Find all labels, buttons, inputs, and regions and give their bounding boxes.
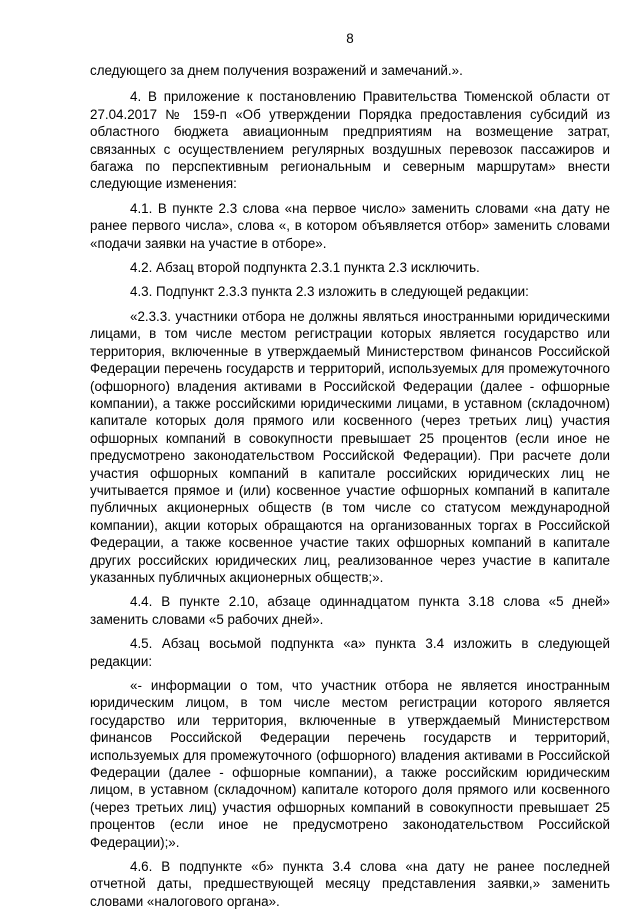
paragraph-item-4: 4. В приложение к постановлению Правительства Тюменской области от 27.04.2017 № 159-п «Об утверждении Порядка предоставления субсидий из областного бюджета авиационным предприятиям на возмещение затрат, связанных с осуществлением регулярных воздушных перевозок пассажиров и багажа по перспективным региональным и северным маршрутам» внести следующие изменения: — [90, 89, 610, 192]
paragraph-item-4-2: 4.2. Абзац второй подпункта 2.3.1 пункта 2.3 исключить. — [130, 260, 480, 276]
document-page — [90, 0, 610, 909]
document-body — [90, 62, 610, 917]
paragraph-item-4-3: 4.3. Подпункт 2.3.3 пункта 2.3 изложить в следующей редакции: — [130, 284, 529, 300]
paragraph-quote-3-4: «- информации о том, что участник отбора не является иностранным юридическим лицом, в том числе местом регистрации которого является государство или территория, включенные в утверждаемый Министерством финансов Российской Федерации перечень государств и территорий, используемых для промежуточного (офшорного) владения активами в Российской Федерации (далее - офшорные компании), а также российским юридическим лицом, в уставном (складочном) капитале которого доля прямого или косвенного (через третьих лиц) участия офшорных компаний в совокупности превышает 25 процентов (если иное не предусмотрено законодательством Российской Федерации);». — [90, 678, 610, 850]
paragraph-item-4-1: 4.1. В пункте 2.3 слова «на первое число» заменить словами «на дату не ранее первого числа», слова «, в котором объявляется отбор» заменить словами «подачи заявки на участие в отборе». — [90, 200, 610, 251]
paragraph-item-4-4: 4.4. В пункте 2.10, абзаце одиннадцатом пункта 3.18 слова «5 дней» заменить словами «5 рабочих дней». — [90, 594, 610, 627]
paragraph-continuation: следующего за днем получения возражений и замечаний.». — [90, 63, 463, 78]
paragraph-item-4-5: 4.5. Абзац восьмой подпункта «а» пункта 3.4 изложить в следующей редакции: — [90, 636, 610, 669]
page-number: 8 — [346, 31, 354, 46]
paragraph-quote-2-3-3: «2.3.3. участники отбора не должны являться иностранными юридическими лицами, в том числе местом регистрации которых является государство или территория, включенные в утверждаемый Министерством финансов Российской Федерации перечень государств и территорий, используемых для промежуточного (офшорного) владения активами в Российской Федерации (далее - офшорные компании), а также российскими юридическими лицами, в уставном (складочном) капитале которых доля прямого или косвенного (через третьих лиц) участия офшорных компаний в совокупности превышает 25 процентов (если иное не предусмотрено законодательством Российской Федерации). При расчете доли участия офшорных компаний в капитале российских юридических лиц не учитывается прямое и (или) косвенное участие офшорных компаний в капитале публичных акционерных обществ (в том числе со статусом международной компании), акции которых обращаются на организованных торгах в Российской Федерации, а также косвенное участие таких офшорных компаний в капитале других российских юридических лиц, реализованное через участие в капитале указанных публичных акционерных обществ;». — [90, 308, 610, 585]
paragraph-item-4-6: 4.6. В подпункте «б» пункта 3.4 слова «на дату не ранее последней отчетной даты, предшествующей месяцу представления заявки,» заменить словами «налогового органа». — [90, 859, 610, 909]
